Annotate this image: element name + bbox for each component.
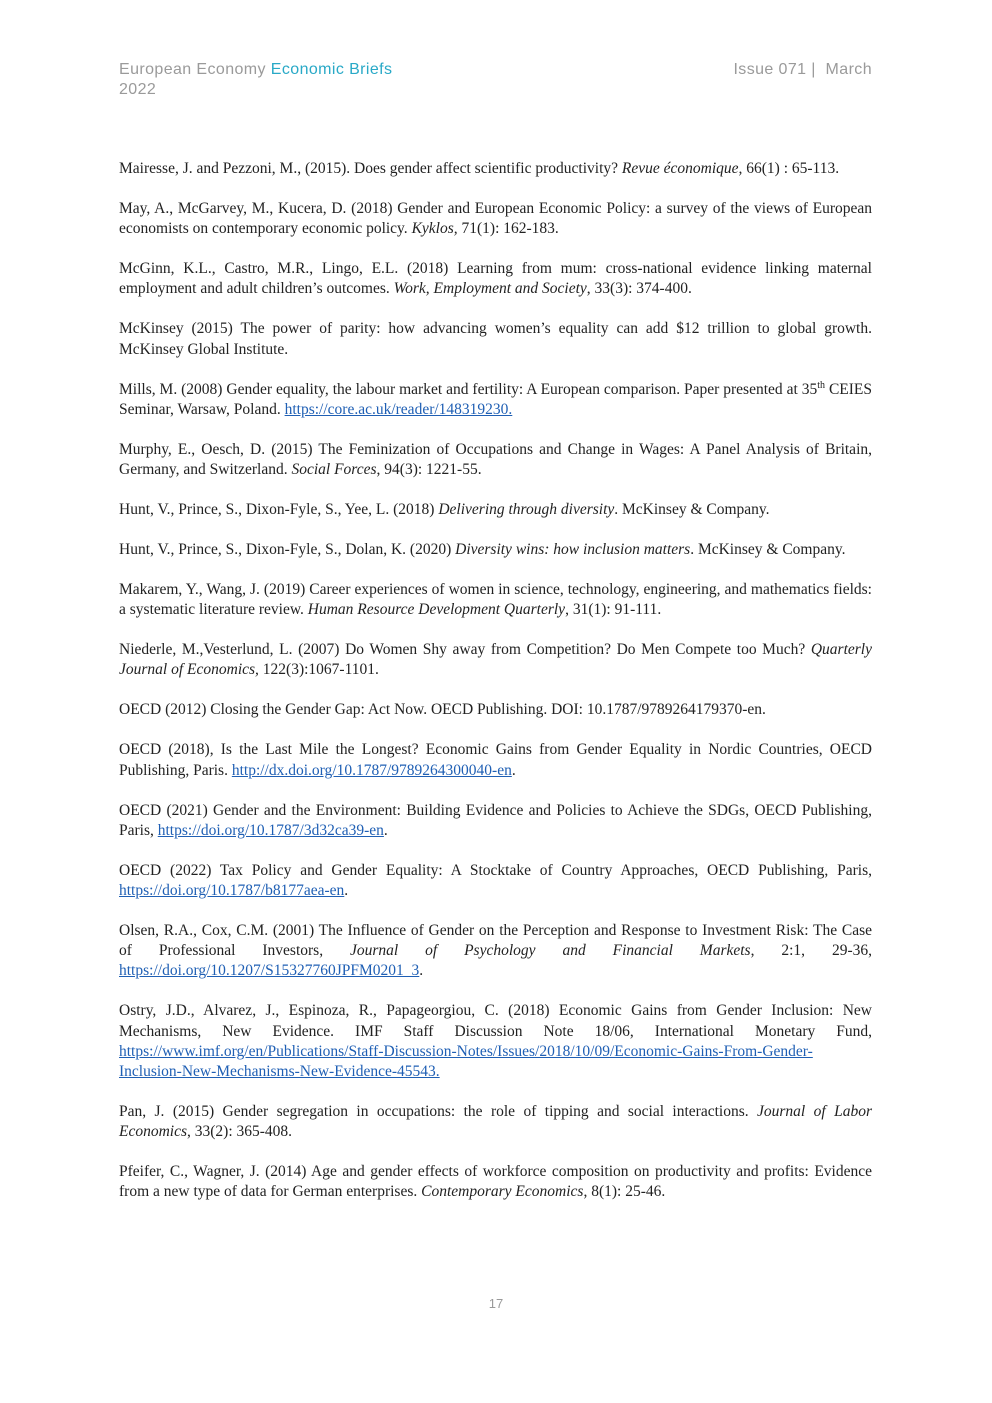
reference-punctuation: . — [383, 821, 388, 839]
reference-details: , 31(1): 91-111. — [565, 601, 662, 619]
reference-text: OECD (2018), Is the Last Mile the Longest? Economic Gains from Gender Equality in Nordic Countries, OECD Publishing, Paris. — [119, 741, 872, 779]
reference-link[interactable]: https://core.ac.uk/reader/148319230. — [284, 400, 513, 418]
reference-entry — [119, 1102, 872, 1142]
series-name: Economic Briefs — [270, 61, 393, 78]
publication-title — [119, 60, 392, 80]
reference-text: Mairesse, J. and Pezzoni, M., (2015). Does gender affect scientific productivity? — [119, 160, 622, 177]
reference-entry — [119, 380, 872, 420]
issue-number: Issue 071 | — [733, 61, 816, 78]
reference-link[interactable]: https://doi.org/10.1787/b8177aea-en — [119, 882, 345, 900]
reference-journal: Contemporary Economics — [421, 1183, 584, 1201]
reference-journal: Journal of Psychology and Financial Markets — [349, 942, 751, 960]
issue-month: March — [825, 61, 872, 78]
reference-entry — [119, 159, 872, 179]
reference-journal: Social Forces — [291, 461, 377, 479]
reference-entry — [119, 921, 872, 982]
reference-link[interactable]: http://dx.doi.org/10.1787/9789264300040-en — [231, 761, 512, 779]
reference-journal: Revue économique, — [621, 160, 743, 177]
reference-journal: Diversity wins: how inclusion matters — [455, 541, 691, 559]
reference-details: , 33(3): 374-400. — [586, 280, 692, 298]
reference-details: . McKinsey & Company. — [690, 541, 846, 559]
page-header — [119, 60, 872, 104]
reference-entry — [119, 1001, 872, 1082]
reference-details: 122(3):1067-1101. — [258, 661, 379, 679]
reference-details: . McKinsey & Company. — [614, 501, 770, 519]
reference-text: Makarem, Y., Wang, J. (2019) Career experiences of women in science, technology, engineering, and mathematics fields: a systematic literature review. — [119, 581, 872, 619]
reference-journal: Journal of Labor Economics — [119, 1103, 872, 1141]
reference-text: Hunt, V., Prince, S., Dixon-Fyle, S., Yee, L. (2018) — [119, 501, 439, 519]
reference-text: Pfeifer, C., Wagner, J. (2014) Age and gender effects of workforce composition on productivity and profits: Evidence from a new type of data for German enterprises. — [119, 1163, 872, 1201]
reference-journal: Work, Employment and Society — [393, 280, 587, 298]
reference-text: Mills, M. (2008) Gender equality, the labour market and fertility: A European comparison. Paper presented at 35 — [119, 380, 818, 398]
reference-punctuation: . — [344, 882, 349, 900]
reference-entry — [119, 259, 872, 299]
reference-journal: Quarterly Journal of Economics, — [119, 641, 872, 679]
reference-text: Ostry, J.D., Alvarez, J., Espinoza, R., Papageorgiou, C. (2018) Economic Gains from Gender Inclusion: New Mechanisms, New Evidence. IMF Staff Discussion Note 18/06, International Monetary Fund, — [119, 1002, 872, 1040]
reference-list — [119, 159, 872, 1222]
reference-entry — [119, 1162, 872, 1202]
reference-entry — [119, 801, 872, 841]
brand-name: European Economy — [119, 61, 266, 78]
reference-text: McGinn, K.L., Castro, M.R., Lingo, E.L. (2018) Learning from mum: cross-national evidence linking maternal employment and adult children’s outcomes. — [119, 260, 872, 298]
reference-entry — [119, 861, 872, 901]
reference-text: Olsen, R.A., Cox, C.M. (2001) The Influence of Gender on the Perception and Response to Investment Risk: The Case of Professional Investors, — [119, 922, 872, 960]
reference-entry — [119, 640, 872, 680]
reference-details: 66(1) : 65-113. — [742, 160, 840, 177]
issue-year: 2022 — [119, 81, 157, 98]
reference-entry — [119, 440, 872, 480]
reference-details: , 33(2): 365-408. — [187, 1123, 293, 1141]
reference-text: McKinsey (2015) The power of parity: how advancing women’s equality can add $12 trillion to global growth. McKinsey Global Institute. — [119, 320, 872, 358]
reference-entry — [119, 540, 872, 560]
reference-link[interactable]: https://doi.org/10.1787/3d32ca39-en — [157, 821, 384, 839]
reference-superscript: th — [817, 379, 825, 391]
reference-details: , 8(1): 25-46. — [583, 1183, 666, 1201]
reference-text: Murphy, E., Oesch, D. (2015) The Feminization of Occupations and Change in Wages: A Panel Analysis of Britain, Germany, and Switzerland. — [119, 440, 872, 479]
reference-journal: Delivering through diversity — [438, 501, 615, 519]
reference-text: OECD (2012) Closing the Gender Gap: Act Now. OECD Publishing. DOI: 10.1787/9789264179370-en. — [119, 701, 766, 719]
reference-details: , 2:1, 29-36, — [750, 942, 872, 960]
reference-details: 71(1): 162-183. — [457, 220, 559, 238]
reference-entry — [119, 740, 872, 780]
reference-journal: Kyklos, — [411, 220, 458, 238]
reference-punctuation: . — [419, 962, 424, 980]
reference-text: May, A., McGarvey, M., Kucera, D. (2018) Gender and European Economic Policy: a survey of the views of European economists on contemporary economic policy. — [119, 200, 872, 238]
reference-details: CEIES Seminar, Warsaw, Poland. — [119, 380, 872, 418]
reference-journal: Human Resource Development Quarterly — [307, 601, 566, 619]
reference-details: , 94(3): 1221-55. — [376, 461, 482, 479]
reference-text: Hunt, V., Prince, S., Dixon-Fyle, S., Dolan, K. (2020) — [119, 541, 456, 559]
reference-text: OECD (2022) Tax Policy and Gender Equality: A Stocktake of Country Approaches, OECD Publishing, Paris, — [119, 861, 872, 879]
reference-punctuation: . — [511, 761, 516, 779]
reference-entry — [119, 580, 872, 620]
reference-entry — [119, 199, 872, 239]
reference-entry — [119, 700, 872, 720]
reference-text: Pan, J. (2015) Gender segregation in occupations: the role of tipping and social interactions. — [119, 1103, 757, 1121]
reference-entry — [119, 500, 872, 520]
reference-entry — [119, 319, 872, 359]
page-number: 17 — [488, 1296, 504, 1311]
reference-text: OECD (2021) Gender and the Environment: Building Evidence and Policies to Achieve the SDGs, OECD Publishing, Paris, — [119, 801, 872, 839]
reference-text: Niederle, M.,Vesterlund, L. (2007) Do Women Shy away from Competition? Do Men Compete too Much? — [119, 641, 811, 659]
issue-info — [733, 60, 872, 80]
reference-link[interactable]: https://doi.org/10.1207/S15327760JPFM0201_3 — [119, 962, 420, 980]
reference-link[interactable]: https://www.imf.org/en/Publications/Staff-Discussion-Notes/Issues/2018/10/09/Economic-Gains-From-Gender-Inclusion-New-Mechanisms-New-Evidence-45543. — [119, 1042, 813, 1081]
